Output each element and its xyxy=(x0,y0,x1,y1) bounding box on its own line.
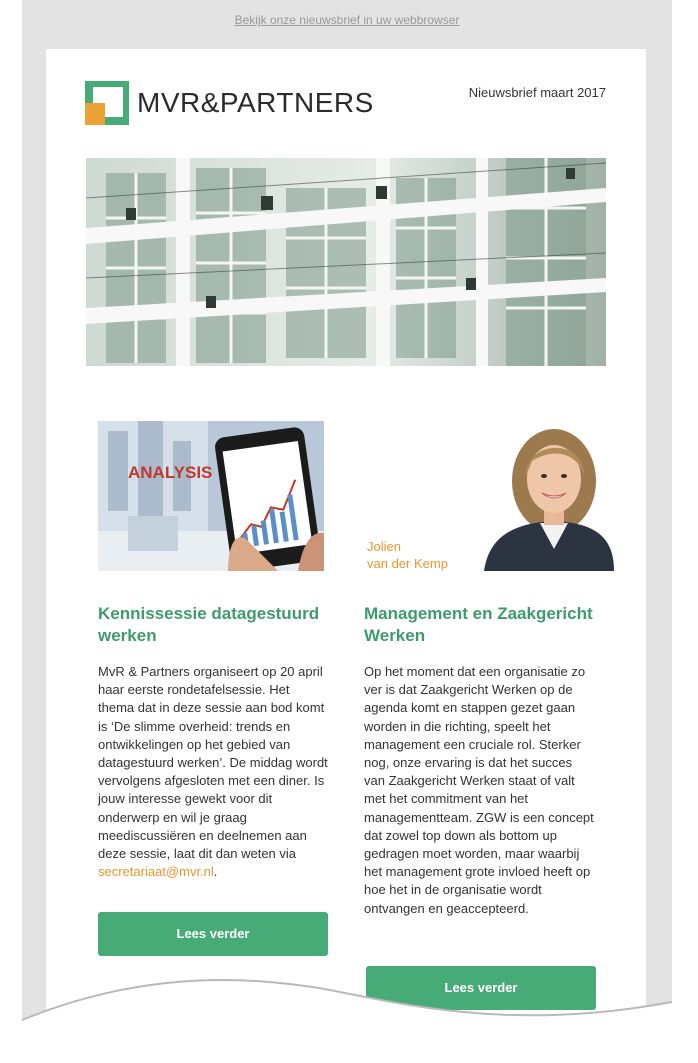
logo-wordmark: MVR&PARTNERS xyxy=(137,87,374,118)
portrait-image xyxy=(364,421,614,571)
view-in-browser-link[interactable]: Bekijk onze nieuwsbrief in uw webbrowser xyxy=(234,13,460,27)
article-body: MvR & Partners organiseert op 20 april haar eerste rondetafelsessie. Het thema dat in deze sessie aan bod komt is ‘De slimme overheid: trends en ontwikkelingen op het gebied van datagestuurd werken’. De middag wordt vervolgens afgesloten met een diner. Is jouw interesse gewekt voor dit onderwerp en wil je graag meediscussiëren en deelnemen aan deze sessie, laat dit dan weten via secretariaat@mvr.nl. xyxy=(98,664,328,880)
article-title: Kennissessie datagestuurd werken xyxy=(98,604,320,645)
article-right xyxy=(364,421,594,918)
read-more-button-right[interactable]: Lees verder xyxy=(366,966,596,1010)
portrait-caption: Jolien van der Kemp xyxy=(367,539,448,571)
newsletter-date: Nieuwsbrief maart 2017 xyxy=(468,85,606,100)
page-curl-decoration xyxy=(0,960,698,1063)
article-left xyxy=(98,421,328,881)
logo[interactable] xyxy=(85,81,385,125)
hero-image xyxy=(86,158,606,366)
read-more-button-left[interactable]: Lees verder xyxy=(98,912,328,956)
article-title: Management en Zaakgericht Werken xyxy=(364,604,593,645)
email-link[interactable]: secretariaat@mvr.nl xyxy=(98,864,214,880)
newsletter-background xyxy=(22,0,672,1063)
article-body: Op het moment dat een organisatie zo ver is dat Zaakgericht Werken op de agenda komt en stappen gezet gaan worden in die richting, speelt het management een cruciale rol. Sterker nog, onze ervaring is dat het succes van Zaakgericht Werken staat of valt met het commitment van het managementteam. ZGW is een concept dat zowel top down als bottom up gedragen moet worden, maar waarbij het management grote invloed heeft op hoe het in de organisatie wordt ontvangen en geaccepteerd. xyxy=(364,664,594,916)
analysis-image xyxy=(98,421,324,571)
svg-text:ANALYSIS: ANALYSIS xyxy=(128,463,213,482)
logo-mark-icon xyxy=(85,81,129,125)
